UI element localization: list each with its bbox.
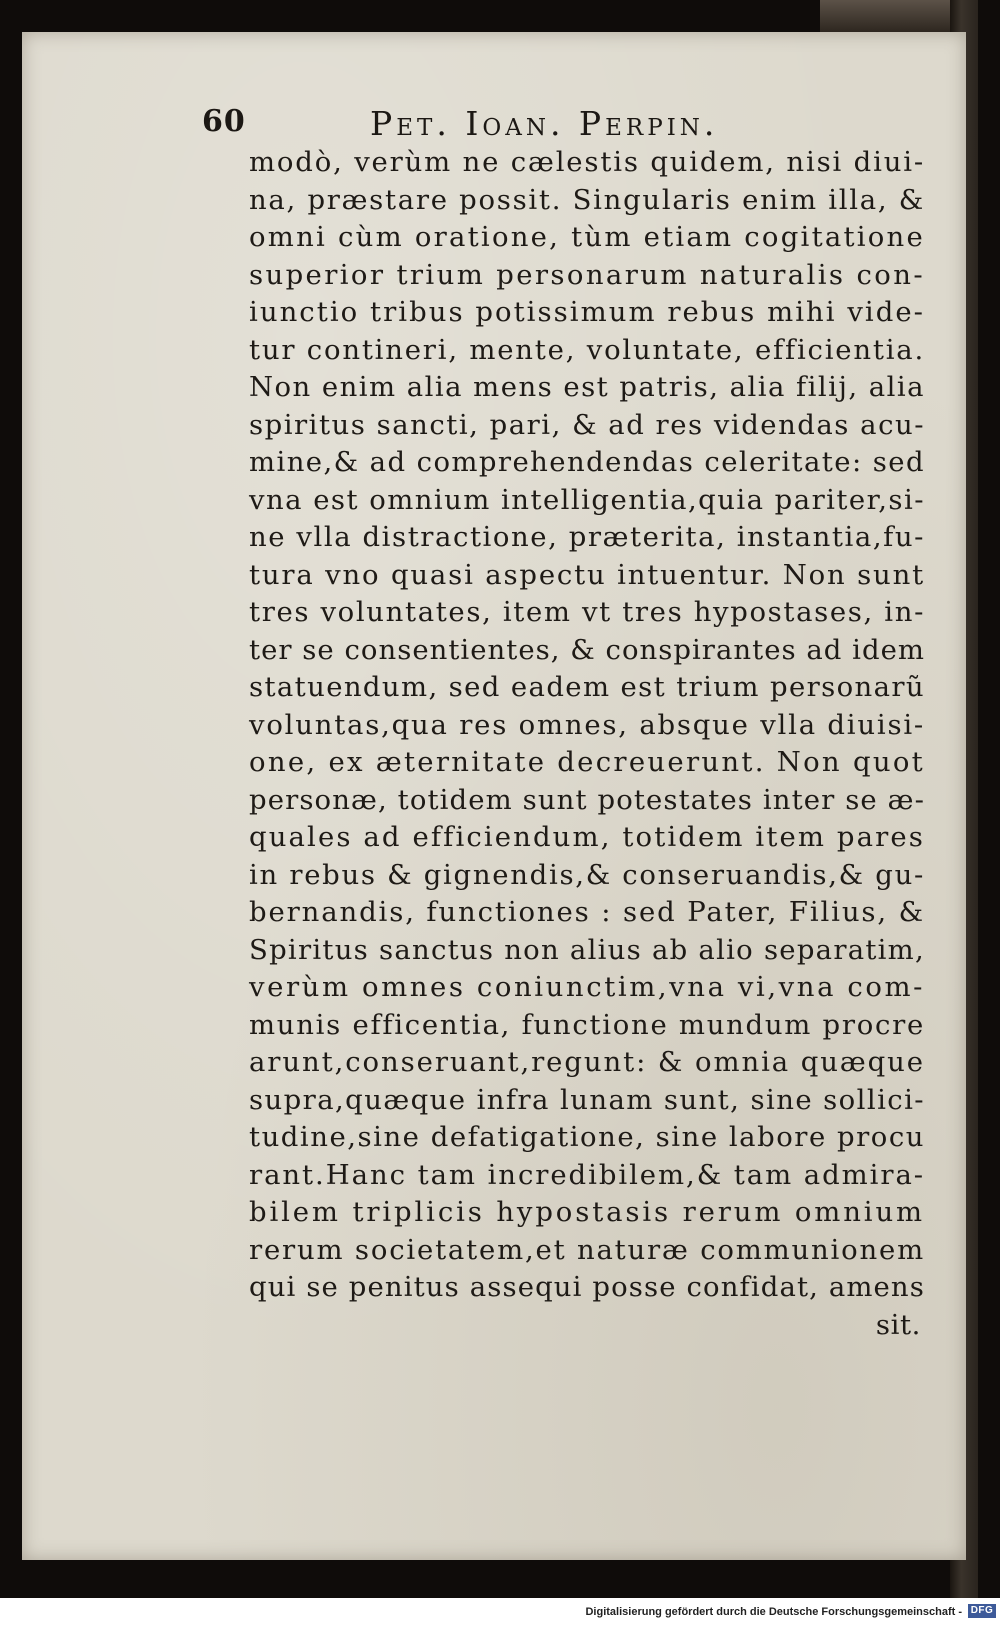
text-line: statuendum, sed eadem est trium personarũ xyxy=(249,671,925,703)
text-line: bilem triplicis hypostasis rerum omnium xyxy=(249,1196,925,1228)
text-line: na, præstare possit. Singularis enim illa, & xyxy=(249,183,925,216)
text-line: omni cùm oratione, tùm etiam cogitatione xyxy=(249,221,925,253)
text-line: arunt,conseruant,regunt: & omnia quæque xyxy=(249,1046,925,1078)
book-page xyxy=(22,32,966,1560)
text-line: ne vlla distractione, præterita, instantia,fu- xyxy=(249,521,925,553)
text-line: mine,& ad comprehendendas celeritate: sed xyxy=(249,446,925,478)
text-line: personæ, totidem sunt potestates inter se æ- xyxy=(249,783,925,816)
running-head-title: Pet. Ioan. Perpin. xyxy=(370,104,719,143)
text-line: spiritus sancti, pari, & ad res videndas acu- xyxy=(249,408,925,441)
text-line: qui se penitus assequi posse confidat, amens xyxy=(249,1271,925,1303)
digitization-footer xyxy=(0,1598,1000,1626)
text-line: one, ex æternitate decreuerunt. Non quot xyxy=(249,746,925,778)
text-line: Non enim alia mens est patris, alia filij, alia xyxy=(249,371,925,403)
text-line: tur contineri, mente, voluntate, efficientia. xyxy=(249,333,925,366)
funding-credit: Digitalisierung gefördert durch die Deutsche Forschungsgemeinschaft - xyxy=(585,1606,962,1618)
text-line: quales ad efficiendum, totidem item pares xyxy=(249,821,925,853)
text-line: rant.Hanc tam incredibilem,& tam admira- xyxy=(249,1158,925,1191)
text-line: bernandis, functiones : sed Pater, Filius, & xyxy=(249,896,925,928)
text-line: ter se consentientes, & conspirantes ad idem xyxy=(249,633,925,666)
text-line: sit. xyxy=(875,1308,921,1341)
text-line: in rebus & gignendis,& conseruandis,& gu- xyxy=(249,858,925,891)
dfg-logo: DFG xyxy=(968,1604,996,1618)
text-line: rerum societatem,et naturæ communionem xyxy=(249,1233,925,1266)
text-line: vna est omnium intelligentia,quia pariter,si- xyxy=(249,483,925,516)
text-line: superior trium personarum naturalis con- xyxy=(249,258,925,291)
text-line: munis efficentia, functione mundum procre xyxy=(249,1008,925,1041)
page-number: 60 xyxy=(202,104,246,139)
body-text xyxy=(249,144,949,1344)
text-line: tura vno quasi aspectu intuentur. Non sunt xyxy=(249,558,925,591)
text-line: voluntas,qua res omnes, absque vlla diuisi- xyxy=(249,708,925,741)
text-line: tres voluntates, item vt tres hypostases, in- xyxy=(249,596,925,628)
text-line: verùm omnes coniunctim,vna vi,vna com- xyxy=(249,971,925,1003)
book-top-edge xyxy=(820,0,970,34)
text-line: supra,quæque infra lunam sunt, sine sollici- xyxy=(249,1083,925,1116)
text-line: modò, verùm ne cælestis quidem, nisi diui- xyxy=(249,146,925,178)
text-line: Spiritus sanctus non alius ab alio separatim, xyxy=(249,933,925,966)
text-line: iunctio tribus potissimum rebus mihi vide- xyxy=(249,296,925,328)
text-line: tudine,sine defatigatione, sine labore procu xyxy=(249,1121,925,1153)
